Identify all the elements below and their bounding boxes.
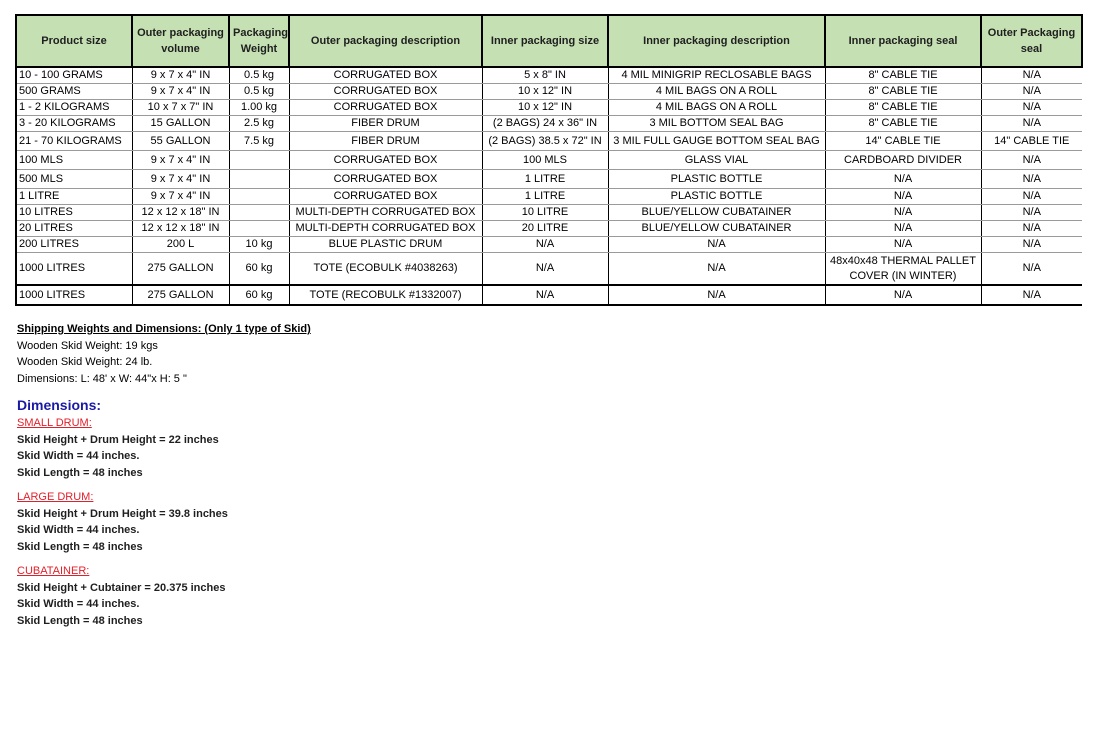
packaging-table xyxy=(15,14,1083,306)
table-header-row xyxy=(16,15,1082,67)
cell-outer-seal: N/A xyxy=(981,237,1082,253)
cell-product-size: 3 - 20 KILOGRAMS xyxy=(16,116,132,132)
cell-outer-description: FIBER DRUM xyxy=(289,132,482,151)
cell-inner-size: 10 x 12" IN xyxy=(482,84,608,100)
cell-outer-description: MULTI-DEPTH CORRUGATED BOX xyxy=(289,205,482,221)
cell-outer-seal: N/A xyxy=(981,221,1082,237)
cell-inner-seal: 8" CABLE TIE xyxy=(825,84,981,100)
cell-packaging-weight: 7.5 kg xyxy=(229,132,289,151)
cell-packaging-weight: 10 kg xyxy=(229,237,289,253)
skid-dimensions: Dimensions: L: 48' x W: 44"x H: 5 " xyxy=(17,372,187,385)
cell-outer-seal: N/A xyxy=(981,253,1082,286)
cell-outer-volume: 9 x 7 x 4" IN xyxy=(132,170,229,189)
cell-product-size: 1000 LITRES xyxy=(16,285,132,305)
shipping-heading: Shipping Weights and Dimensions: (Only 1 type of Skid) xyxy=(17,323,311,335)
cell-outer-volume: 12 x 12 x 18" IN xyxy=(132,205,229,221)
cell-inner-description: PLASTIC BOTTLE xyxy=(608,170,825,189)
cell-outer-description: CORRUGATED BOX xyxy=(289,189,482,205)
dimensions-title: Dimensions: xyxy=(17,397,102,413)
cell-inner-description: BLUE/YELLOW CUBATAINER xyxy=(608,221,825,237)
dimension-line: Skid Length = 48 inches xyxy=(17,540,143,553)
header-inner-size: Inner packaging size xyxy=(482,15,608,67)
cell-outer-description: MULTI-DEPTH CORRUGATED BOX xyxy=(289,221,482,237)
cell-outer-seal: 14" CABLE TIE xyxy=(981,132,1082,151)
cell-inner-size: 10 LITRE xyxy=(482,205,608,221)
cell-inner-size: N/A xyxy=(482,285,608,305)
cell-outer-volume: 275 GALLON xyxy=(132,285,229,305)
table-row xyxy=(16,84,1082,100)
cell-inner-size: 100 MLS xyxy=(482,151,608,170)
table-row xyxy=(16,151,1082,170)
cell-packaging-weight: 0.5 kg xyxy=(229,84,289,100)
section-heading: CUBATAINER: xyxy=(17,565,90,577)
cell-outer-description: CORRUGATED BOX xyxy=(289,84,482,100)
table-row xyxy=(16,237,1082,253)
cell-inner-size: 1 LITRE xyxy=(482,189,608,205)
cell-packaging-weight: 60 kg xyxy=(229,253,289,286)
cell-inner-seal: 8" CABLE TIE xyxy=(825,100,981,116)
cell-inner-size: 10 x 12" IN xyxy=(482,100,608,116)
cell-outer-volume: 9 x 7 x 4" IN xyxy=(132,67,229,84)
cell-outer-seal: N/A xyxy=(981,100,1082,116)
cell-outer-description: FIBER DRUM xyxy=(289,116,482,132)
cell-inner-seal: N/A xyxy=(825,205,981,221)
cell-packaging-weight xyxy=(229,205,289,221)
table-row xyxy=(16,253,1082,286)
cell-inner-size: (2 BAGS) 24 x 36" IN xyxy=(482,116,608,132)
cell-product-size: 100 MLS xyxy=(16,151,132,170)
cell-product-size: 10 LITRES xyxy=(16,205,132,221)
cell-outer-volume: 12 x 12 x 18" IN xyxy=(132,221,229,237)
header-outer-description: Outer packaging description xyxy=(289,15,482,67)
cell-inner-seal: N/A xyxy=(825,221,981,237)
header-outer-seal: Outer Packaging seal xyxy=(981,15,1082,67)
table-row xyxy=(16,221,1082,237)
cell-outer-seal: N/A xyxy=(981,151,1082,170)
header-inner-seal: Inner packaging seal xyxy=(825,15,981,67)
table-row xyxy=(16,67,1082,84)
cell-packaging-weight xyxy=(229,221,289,237)
skid-weight-kg: Wooden Skid Weight: 19 kgs xyxy=(17,339,158,352)
table-row xyxy=(16,205,1082,221)
cell-inner-seal: N/A xyxy=(825,285,981,305)
cell-product-size: 500 MLS xyxy=(16,170,132,189)
dimension-line: Skid Width = 44 inches. xyxy=(17,598,140,610)
cell-outer-volume: 15 GALLON xyxy=(132,116,229,132)
header-inner-description: Inner packaging description xyxy=(608,15,825,67)
cell-inner-description: 3 MIL BOTTOM SEAL BAG xyxy=(608,116,825,132)
cell-product-size: 1000 LITRES xyxy=(16,253,132,286)
shipping-notes xyxy=(17,321,311,387)
cell-inner-size: 20 LITRE xyxy=(482,221,608,237)
large-drum-section xyxy=(17,489,228,555)
cell-packaging-weight xyxy=(229,170,289,189)
cell-outer-description: CORRUGATED BOX xyxy=(289,170,482,189)
cell-inner-description: 4 MIL BAGS ON A ROLL xyxy=(608,100,825,116)
cell-outer-seal: N/A xyxy=(981,170,1082,189)
header-product-size: Product size xyxy=(16,15,132,67)
cell-outer-description: TOTE (RECOBULK #1332007) xyxy=(289,285,482,305)
cell-packaging-weight: 0.5 kg xyxy=(229,67,289,84)
cell-product-size: 500 GRAMS xyxy=(16,84,132,100)
cell-outer-description: CORRUGATED BOX xyxy=(289,100,482,116)
cell-inner-description: N/A xyxy=(608,285,825,305)
cell-outer-volume: 55 GALLON xyxy=(132,132,229,151)
cell-inner-seal: 8" CABLE TIE xyxy=(825,67,981,84)
cell-inner-description: PLASTIC BOTTLE xyxy=(608,189,825,205)
cell-inner-description: N/A xyxy=(608,237,825,253)
cell-outer-description: TOTE (ECOBULK #4038263) xyxy=(289,253,482,286)
cell-outer-volume: 275 GALLON xyxy=(132,253,229,286)
cell-inner-seal: 8" CABLE TIE xyxy=(825,116,981,132)
cell-product-size: 200 LITRES xyxy=(16,237,132,253)
cell-product-size: 1 - 2 KILOGRAMS xyxy=(16,100,132,116)
cell-outer-seal: N/A xyxy=(981,84,1082,100)
cell-outer-seal: N/A xyxy=(981,205,1082,221)
cell-inner-seal: CARDBOARD DIVIDER xyxy=(825,151,981,170)
small-drum-section xyxy=(17,415,219,481)
cell-outer-description: CORRUGATED BOX xyxy=(289,67,482,84)
cell-inner-seal: N/A xyxy=(825,189,981,205)
header-outer-volume: Outer packaging volume xyxy=(132,15,229,67)
cell-inner-description: 3 MIL FULL GAUGE BOTTOM SEAL BAG xyxy=(608,132,825,151)
cell-inner-size: N/A xyxy=(482,253,608,286)
table-row xyxy=(16,170,1082,189)
table-row xyxy=(16,116,1082,132)
cell-product-size: 1 LITRE xyxy=(16,189,132,205)
cell-inner-description: GLASS VIAL xyxy=(608,151,825,170)
cell-inner-description: 4 MIL MINIGRIP RECLOSABLE BAGS xyxy=(608,67,825,84)
header-packaging-weight: Packaging Weight xyxy=(229,15,289,67)
section-heading: LARGE DRUM: xyxy=(17,491,94,503)
cell-inner-seal: N/A xyxy=(825,170,981,189)
cell-packaging-weight: 1.00 kg xyxy=(229,100,289,116)
cell-packaging-weight: 60 kg xyxy=(229,285,289,305)
cell-outer-volume: 9 x 7 x 4" IN xyxy=(132,151,229,170)
cell-outer-volume: 9 x 7 x 4" IN xyxy=(132,189,229,205)
cell-outer-volume: 200 L xyxy=(132,237,229,253)
cell-product-size: 10 - 100 GRAMS xyxy=(16,67,132,84)
cell-outer-volume: 10 x 7 x 7" IN xyxy=(132,100,229,116)
cell-inner-seal: N/A xyxy=(825,237,981,253)
cell-packaging-weight xyxy=(229,151,289,170)
dimension-line: Skid Height + Cubtainer = 20.375 inches xyxy=(17,581,226,594)
section-heading: SMALL DRUM: xyxy=(17,417,92,429)
table-row xyxy=(16,100,1082,116)
cell-outer-seal: N/A xyxy=(981,116,1082,132)
cell-inner-description: BLUE/YELLOW CUBATAINER xyxy=(608,205,825,221)
cell-packaging-weight xyxy=(229,189,289,205)
dimension-line: Skid Height + Drum Height = 22 inches xyxy=(17,433,219,446)
dimension-line: Skid Height + Drum Height = 39.8 inches xyxy=(17,507,228,520)
cell-inner-seal: 48x40x48 THERMAL PALLET COVER (IN WINTER) xyxy=(825,253,981,286)
table-row xyxy=(16,189,1082,205)
skid-weight-lb: Wooden Skid Weight: 24 lb. xyxy=(17,356,153,368)
table-row xyxy=(16,132,1082,151)
dimension-line: Skid Width = 44 inches. xyxy=(17,450,140,462)
cell-outer-seal: N/A xyxy=(981,285,1082,305)
cell-inner-description: 4 MIL BAGS ON A ROLL xyxy=(608,84,825,100)
cell-inner-size: (2 BAGS) 38.5 x 72" IN xyxy=(482,132,608,151)
dimension-line: Skid Width = 44 inches. xyxy=(17,524,140,536)
table-row xyxy=(16,285,1082,305)
cell-outer-seal: N/A xyxy=(981,189,1082,205)
cell-outer-seal: N/A xyxy=(981,67,1082,84)
cell-product-size: 20 LITRES xyxy=(16,221,132,237)
cell-inner-size: 1 LITRE xyxy=(482,170,608,189)
cell-outer-volume: 9 x 7 x 4" IN xyxy=(132,84,229,100)
cell-inner-seal: 14" CABLE TIE xyxy=(825,132,981,151)
dimension-line: Skid Length = 48 inches xyxy=(17,466,143,479)
cell-inner-size: 5 x 8" IN xyxy=(482,67,608,84)
cubatainer-section xyxy=(17,563,225,629)
cell-packaging-weight: 2.5 kg xyxy=(229,116,289,132)
cell-outer-description: BLUE PLASTIC DRUM xyxy=(289,237,482,253)
cell-product-size: 21 - 70 KILOGRAMS xyxy=(16,132,132,151)
cell-inner-size: N/A xyxy=(482,237,608,253)
cell-outer-description: CORRUGATED BOX xyxy=(289,151,482,170)
cell-inner-description: N/A xyxy=(608,253,825,286)
dimension-line: Skid Length = 48 inches xyxy=(17,614,143,627)
